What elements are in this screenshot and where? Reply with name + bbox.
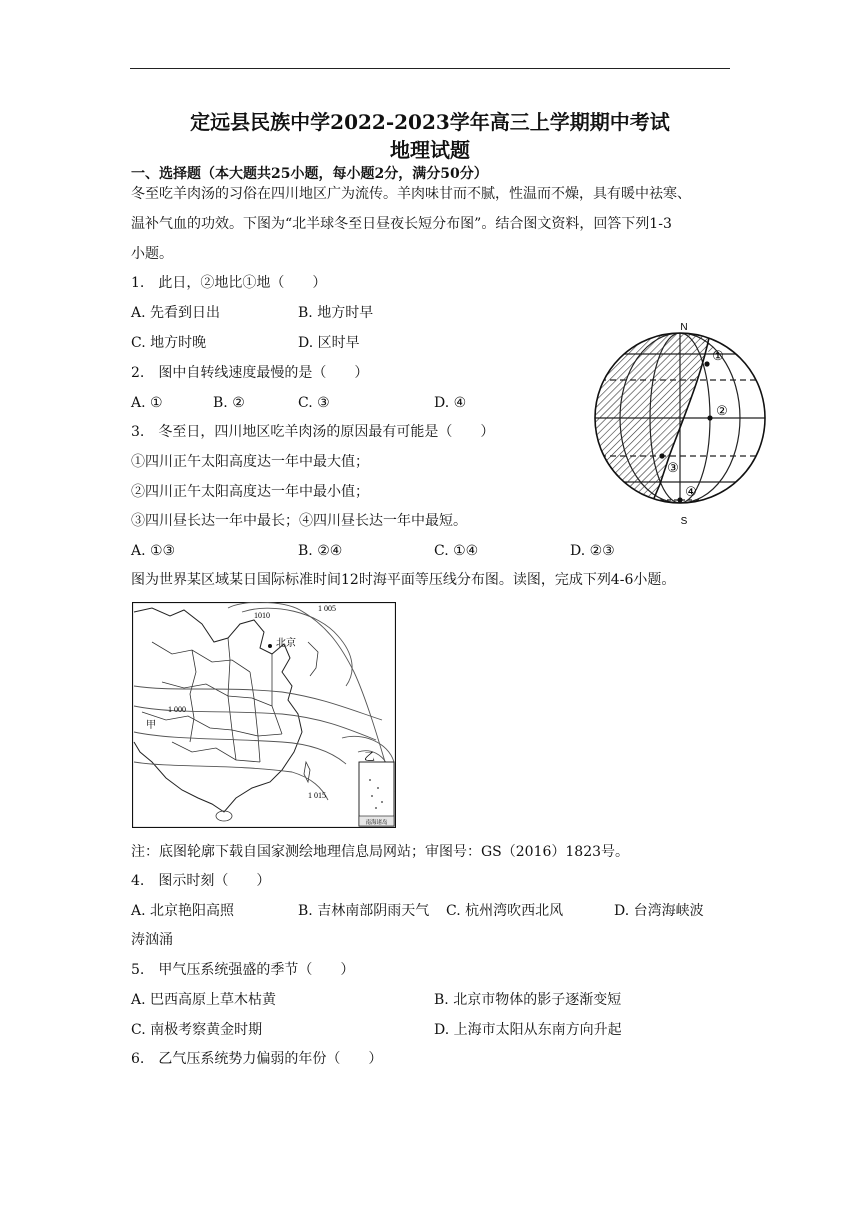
q2-option-d: D. ④: [434, 395, 467, 411]
q2-option-c: C. ③: [298, 395, 330, 411]
passage1-line1: 冬至吃羊肉汤的习俗在四川地区广为流传。羊肉味甘而不腻，性温而不燥，具有暖中祛寒、: [131, 186, 691, 202]
isobar-1010-label: 1010: [254, 611, 270, 620]
q1-option-d: D. 区时早: [298, 335, 360, 351]
isobar-1015-label: 1 015: [308, 791, 326, 800]
passage1-line3: 小题。: [131, 246, 173, 262]
section-heading: 一、选择题（本大题共25小题，每小题2分，满分50分）: [131, 166, 488, 182]
isobar-1000-label: 1 000: [168, 705, 186, 714]
q1-option-b: B. 地方时早: [298, 305, 374, 321]
q4-option-b: B. 吉林南部阴雨天气: [298, 903, 430, 919]
q5-stem: 5. 甲气压系统强盛的季节（ ）: [131, 962, 355, 978]
q4-option-d: D. 台湾海峡波: [614, 903, 704, 919]
isobar-map: [132, 602, 396, 828]
jia-label: 甲: [146, 720, 156, 731]
passage1-line2: 温补气血的功效。下图为“北半球冬至日昼夜长短分布图”。结合图文资料，回答下列1-3: [131, 216, 672, 232]
q3-option-b: B. ②④: [298, 543, 343, 559]
q4-option-a: A. 北京艳阳高照: [131, 903, 235, 919]
q4-option-d-continued: 涛汹涌: [131, 932, 173, 948]
q3-statement-1: ①四川正午太阳高度达一年中最大值；: [131, 454, 369, 470]
q5-option-a: A. 巴西高原上草木枯黄: [131, 992, 277, 1008]
q3-option-c: C. ①④: [434, 543, 479, 559]
beijing-label: 北京: [276, 638, 296, 649]
q4-option-c: C. 杭州湾吹西北风: [446, 903, 564, 919]
globe-north-label: N: [680, 322, 688, 333]
q5-option-b: B. 北京市物体的影子逐渐变短: [434, 992, 622, 1008]
isobar-1005-label: 1 005: [318, 604, 336, 613]
header-rule: [130, 68, 730, 69]
globe-point-1: ①: [712, 349, 724, 364]
globe-south-label: S: [680, 516, 688, 527]
q3-option-d: D. ②③: [570, 543, 615, 559]
q2-stem: 2. 图中自转线速度最慢的是（ ）: [131, 365, 369, 381]
inset-label: 南海诸岛: [365, 820, 388, 826]
q1-stem: 1. 此日，②地比①地（ ）: [131, 275, 327, 291]
q1-option-c: C. 地方时晚: [131, 335, 207, 351]
q4-stem: 4. 图示时刻（ ）: [131, 873, 271, 889]
q5-option-d: D. 上海市太阳从东南方向升起: [434, 1022, 622, 1038]
q2-option-b: B. ②: [213, 395, 245, 411]
q3-statement-3-4: ③四川昼长达一年中最长；④四川昼长达一年中最短。: [131, 513, 467, 529]
q2-option-a: A. ①: [131, 395, 163, 411]
q5-option-c: C. 南极考察黄金时期: [131, 1022, 263, 1038]
q3-statement-2: ②四川正午太阳高度达一年中最小值；: [131, 484, 369, 500]
exam-title: 定远县民族中学2022-2023学年高三上学期期中考试: [190, 110, 670, 134]
q3-option-a: A. ①③: [131, 543, 176, 559]
map-note: 注：底图轮廓下载自国家测绘地理信息局网站；审图号：GS（2016）1823号。: [131, 844, 630, 860]
exam-subject: 地理试题: [390, 138, 470, 162]
globe-figure: [590, 314, 770, 530]
q3-stem: 3. 冬至日，四川地区吃羊肉汤的原因最有可能是（ ）: [131, 424, 495, 440]
globe-point-3: ③: [667, 461, 679, 476]
q6-stem: 6. 乙气压系统势力偏弱的年份（ ）: [131, 1051, 383, 1067]
globe-point-4: ④: [685, 485, 697, 500]
yi-label: 乙: [364, 750, 375, 763]
q1-option-a: A. 先看到日出: [131, 305, 221, 321]
globe-point-2: ②: [716, 404, 728, 419]
passage2: 图为世界某区域某日国际标准时间12时海平面等压线分布图。读图，完成下列4-6小题。: [131, 572, 676, 588]
